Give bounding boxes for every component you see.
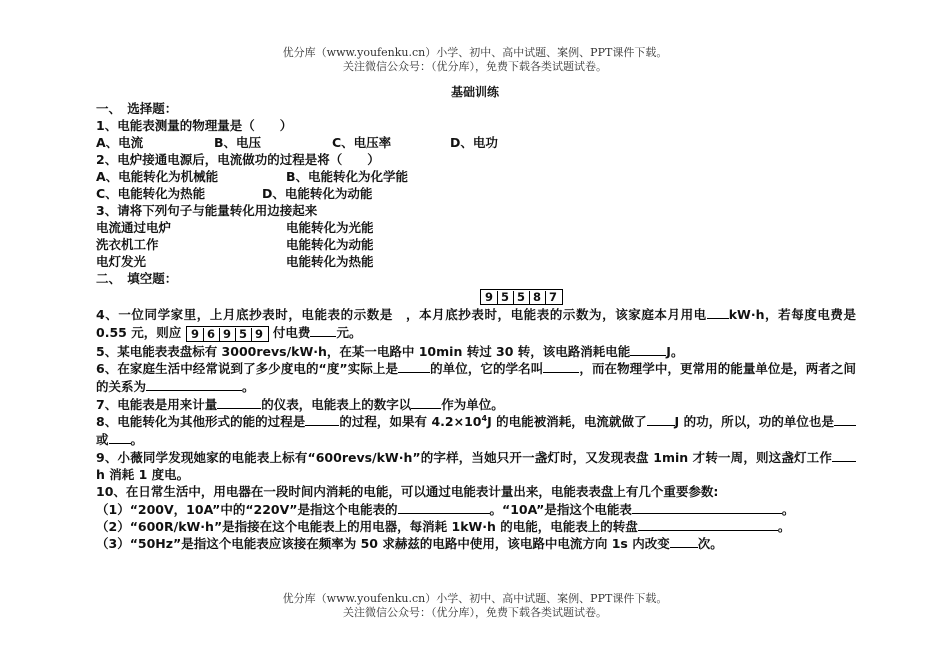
q5-blank-energy[interactable] — [630, 342, 666, 356]
q4-blank-fee[interactable] — [310, 323, 336, 337]
meter2-digit: 9 — [255, 326, 264, 341]
q4-part-1: 4、一位同学家里，上月底抄表时，电能表的示数是 ，本月底抄表时，电能表的示数为，该家庭本月用电 — [96, 307, 707, 322]
q8-blank-2[interactable] — [647, 412, 675, 426]
q4-blank-usage[interactable] — [707, 305, 729, 319]
q8-part-2: 的过程，如果有 4.2×10 — [339, 413, 482, 429]
q10-2-part-a: （2）“600R/kW·h”是指接在这个电能表上的用电器，每消耗 1kW·h 的电能，电能表上的转盘 — [96, 518, 638, 534]
q6-part-1: 6、在家庭生活中经常说到了多少度电的“度”实际上是 — [96, 360, 399, 376]
q10-1-part-c: 。 — [781, 501, 795, 517]
q3-left-3: 电灯发光 — [96, 254, 147, 269]
q3-pair-1 — [96, 219, 856, 236]
q9-part-1: 9、小薇同学发现她家的电能表上标有“600revs/kW·h”的字样，当她只开一盏灯时，又发现表盘 1min 才转一周，则这盏灯工作 — [96, 449, 832, 465]
q10-1-blank-b[interactable] — [632, 500, 782, 514]
page-title: 基础训练 — [450, 85, 499, 99]
footer-line-1: 优分库（www.youfenku.cn）小学、初中、高中试题、案例、PPT课件下载。 — [282, 592, 668, 605]
meter1-digit: 5 — [498, 291, 514, 304]
q10-sub-2 — [96, 517, 856, 534]
q6-part-2: 的单位，它的学名叫 — [430, 360, 544, 376]
q1-option-b: B、电压 — [214, 135, 262, 150]
q6-part-5: 。 — [242, 378, 255, 394]
q8-exponent: 4 — [481, 413, 488, 423]
q4-part-2: kW·h，若每度电费是 0.55 元，则应 — [96, 307, 857, 340]
q8-part-1: 8、电能转化为其他形式的能的过程是 — [96, 413, 306, 429]
q8-blank-4[interactable] — [109, 430, 131, 444]
q1-option-a: A、电流 — [96, 135, 144, 150]
q8-part-5: 或 — [96, 431, 109, 447]
q8-blank-1[interactable] — [305, 412, 339, 426]
q3-pair-2 — [96, 236, 856, 253]
q2-option-a: A、电能转化为机械能 — [96, 169, 219, 184]
q10-sub-1 — [96, 500, 856, 517]
q3-pair-3 — [96, 253, 856, 270]
worksheet-body — [96, 100, 856, 551]
q6-blank-relation[interactable] — [146, 377, 242, 391]
meter1-digit: 8 — [530, 291, 546, 304]
q3-right-1: 电能转化为光能 — [286, 220, 374, 235]
q10-1-part-a: （1）“200V，10A”中的“220V”是指这个电能表的 — [96, 501, 398, 517]
q6-text — [96, 359, 856, 395]
q10-2-blank[interactable] — [638, 517, 778, 531]
q4-part-3: 付电费 — [272, 325, 311, 340]
q10-sub-3 — [96, 534, 856, 551]
section-choice-heading: 一、 选择题： — [96, 101, 178, 116]
q2-option-b: B、电能转化为化学能 — [286, 169, 409, 184]
q8-text — [96, 412, 856, 448]
q8-part-3: J 的电能被消耗，电流就做了 — [487, 413, 647, 429]
q1-option-c: C、电压率 — [332, 135, 392, 150]
q9-blank-hours[interactable] — [832, 448, 856, 462]
q5-part-1: 5、某电能表表盘标有 3000revs/kW·h，在某一电路中 10min 转过 30 转，该电路消耗电能 — [96, 343, 631, 359]
meter1-digit: 7 — [548, 289, 557, 304]
q3-left-2: 洗衣机工作 — [96, 237, 159, 252]
q9-part-2: h 消耗 1 度电。 — [96, 466, 190, 482]
header-line-2: 关注微信公众号：（优分库），免费下载各类试题试卷。 — [343, 60, 607, 73]
q6-blank-1[interactable] — [398, 359, 430, 373]
q8-part-6: 。 — [130, 431, 144, 447]
q6-part-4: ，两者之间的关系为 — [96, 360, 856, 394]
q5-text — [96, 342, 856, 359]
q1-option-d: D、电功 — [450, 135, 498, 150]
q3-stem: 3、请将下列句子与能量转化用边接起来 — [96, 203, 318, 218]
q10-3-part-a: （3）“50Hz”是指这个电能表应该接在频率为 50 求赫兹的电路中使用，该电路中电流方向 1s 内改变 — [96, 535, 670, 551]
q8-blank-3[interactable] — [834, 412, 856, 426]
meter2-digit: 6 — [204, 328, 220, 341]
meter2-digit: 5 — [236, 328, 252, 341]
q7-part-1: 7、电能表是用来计量 — [96, 396, 218, 412]
q10-1-blank-a[interactable] — [398, 500, 490, 514]
section-fill-heading: 二、 填空题： — [96, 271, 178, 286]
meter1-digit: 5 — [514, 291, 530, 304]
meter2-digit: 9 — [188, 328, 204, 341]
q4-part-4: 元。 — [336, 325, 362, 340]
q3-right-3: 电能转化为热能 — [286, 254, 374, 269]
q10-3-part-b: 次。 — [697, 535, 723, 551]
q7-blank-2[interactable] — [411, 395, 441, 409]
q7-part-3: 作为单位。 — [441, 396, 504, 412]
q1-stem: 1、电能表测量的物理量是（ ） — [96, 118, 293, 133]
q10-1-part-b: 。“10A”是指这个电能表 — [489, 501, 632, 517]
meter-display-1 — [480, 289, 563, 305]
q1-options — [96, 134, 856, 151]
q3-right-2: 电能转化为动能 — [286, 237, 374, 252]
header-line-1: 优分库（www.youfenku.cn）小学、初中、高中试题、案例、PPT课件下载。 — [282, 46, 668, 59]
q7-part-2: 的仪表，电能表上的数字以 — [261, 396, 412, 412]
q2-option-d: D、电能转化为动能 — [262, 186, 373, 201]
q2-stem: 2、电炉接通电源后，电流做功的过程是将（ ） — [96, 152, 380, 167]
q2-option-c: C、电能转化为热能 — [96, 186, 206, 201]
q5-part-2: J。 — [666, 343, 684, 359]
meter2-digit: 9 — [220, 328, 236, 341]
meter1-digit: 9 — [482, 291, 498, 304]
q10-stem: 10、在日常生活中，用电器在一段时间内消耗的电能，可以通过电能表计量出来，电能表表盘上有几个重要参数: — [96, 483, 719, 499]
q7-blank-1[interactable] — [217, 395, 261, 409]
page-footer — [0, 592, 950, 620]
page-header — [0, 46, 950, 74]
q6-blank-2[interactable] — [543, 359, 579, 373]
q2-options-row1 — [96, 168, 856, 185]
footer-line-2: 关注微信公众号：（优分库），免费下载各类试题试卷。 — [343, 606, 607, 619]
meter-reading-last-month — [96, 287, 856, 305]
q10-3-blank[interactable] — [670, 534, 698, 548]
q4-text — [96, 305, 856, 342]
q3-left-1: 电流通过电炉 — [96, 220, 172, 235]
q10-2-part-b: 。 — [777, 518, 791, 534]
q6-part-3: ，而在物理学中，更常用的能量单位是 — [579, 360, 794, 376]
q7-text — [96, 395, 856, 412]
q8-part-4: J 的功，所以，功的单位也是 — [674, 413, 834, 429]
meter-display-2 — [186, 326, 269, 342]
q2-options-row2 — [96, 185, 856, 202]
q9-text — [96, 448, 856, 483]
